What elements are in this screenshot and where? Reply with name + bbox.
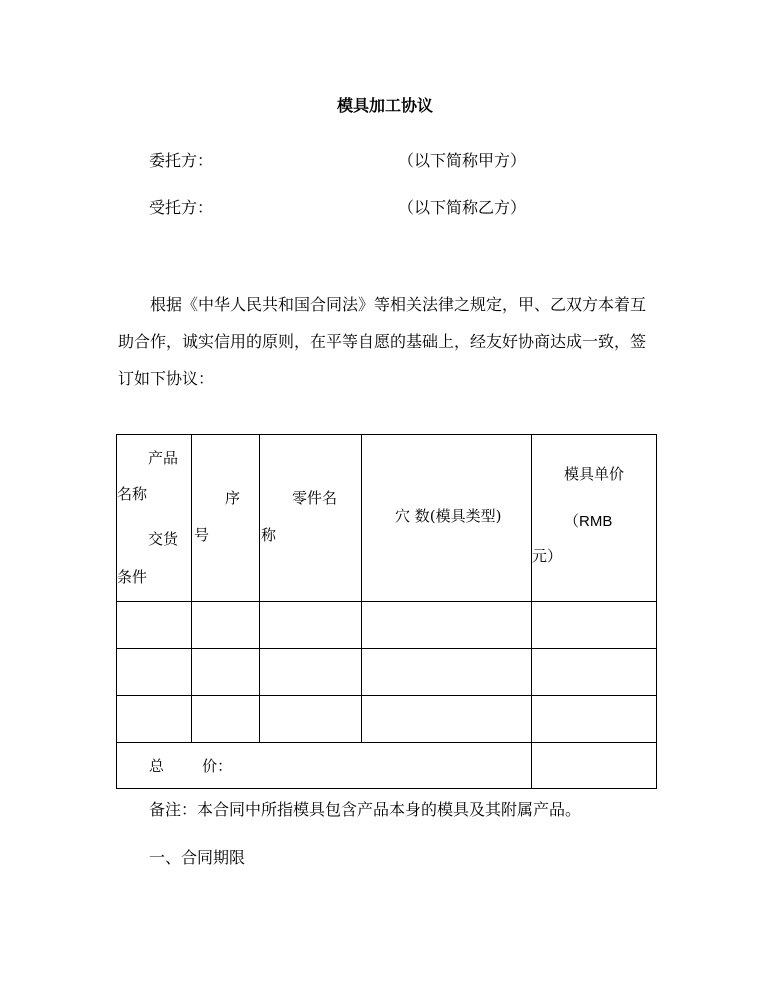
table-cell[interactable] xyxy=(532,696,657,743)
table-cell[interactable] xyxy=(362,602,532,649)
header-cavities xyxy=(362,435,532,602)
table-row xyxy=(117,602,657,649)
table-cell[interactable] xyxy=(260,696,362,743)
header-col1-line4: 条件 xyxy=(117,568,148,586)
table-cell[interactable] xyxy=(362,649,532,696)
header-serial-no xyxy=(192,435,260,602)
table-cell[interactable] xyxy=(192,602,260,649)
header-col5-line2: （RMB xyxy=(564,513,613,530)
table-header-row xyxy=(117,435,657,602)
table-row xyxy=(117,649,657,696)
header-part-name xyxy=(260,435,362,602)
table-cell[interactable] xyxy=(260,602,362,649)
header-col5-line3: 元） xyxy=(532,547,563,565)
table-cell[interactable] xyxy=(117,602,192,649)
header-col1-line3: 交货 xyxy=(148,530,179,548)
section-heading-contract-term: 一、合同期限 xyxy=(149,848,246,867)
table-cell[interactable] xyxy=(117,649,192,696)
header-col1-line2: 名称 xyxy=(117,485,148,503)
table-cell[interactable] xyxy=(362,696,532,743)
header-col2-line2: 号 xyxy=(194,526,210,544)
contractor-label: 受托方： xyxy=(149,198,214,217)
table-cell[interactable] xyxy=(117,696,192,743)
table-cell[interactable] xyxy=(192,696,260,743)
document-title: 模具加工协议 xyxy=(336,96,433,115)
table-total-row xyxy=(117,743,657,789)
header-col5-line1: 模具单价 xyxy=(564,465,625,483)
total-price-value-cell[interactable] xyxy=(532,743,657,789)
header-col3-line1: 零件名 xyxy=(292,489,338,507)
intro-paragraph: 根据《中华人民共和国合同法》等相关法律之规定，甲、乙双方本着互助合作，诚实信用的原则，在平等自愿的基础上，经友好协商达成一致，签订如下协议： xyxy=(118,295,647,388)
client-note: （以下简称甲方） xyxy=(398,151,527,170)
table-cell[interactable] xyxy=(532,649,657,696)
table-row xyxy=(117,696,657,743)
contractor-note: （以下简称乙方） xyxy=(398,198,527,217)
header-col1-line1: 产品 xyxy=(148,449,179,467)
header-col2-line1: 序 xyxy=(225,489,241,507)
header-col4-text: 穴 数(模具类型) xyxy=(395,507,502,525)
header-product-name-delivery xyxy=(117,435,192,602)
total-label-cell xyxy=(117,743,532,789)
remark-text: 备注：本合同中所指模具包含产品本身的模具及其附属产品。 xyxy=(149,800,582,819)
client-label: 委托方： xyxy=(149,151,214,170)
table-cell[interactable] xyxy=(192,649,260,696)
header-unit-price xyxy=(532,435,657,602)
header-col3-line2: 称 xyxy=(261,526,277,544)
mold-price-table xyxy=(116,434,657,789)
table-cell[interactable] xyxy=(260,649,362,696)
total-price-label: 总 价： xyxy=(149,757,233,775)
table-cell[interactable] xyxy=(532,602,657,649)
